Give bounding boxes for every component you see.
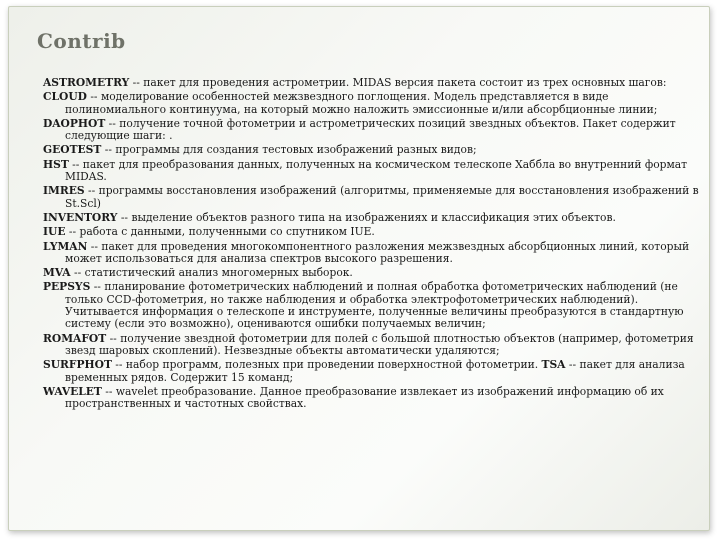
list-item [43, 77, 699, 89]
package-description: -- статистический анализ многомерных выборок. [70, 266, 353, 280]
package-name: IUE [43, 225, 66, 239]
list-item [43, 333, 699, 358]
package-description: -- выделение объектов разного типа на изображениях и классификация этих объектов. [117, 210, 616, 224]
package-name: CLOUD [43, 90, 87, 104]
package-description: -- планирование фотометрических наблюдений и полная обработка фотометрических наблюдений (не только CCD-фотометрия, но также наблюдения и обработка электрофотометрических наблюдений). Учитывается информация о телескопе и инструменте, полученные величины преобразуются в стандартную систему (если это возможно), оцениваются ошибки получаемых величин; [65, 280, 684, 331]
list-item [43, 241, 699, 266]
list-item [43, 267, 699, 279]
package-description: -- получение звездной фотометрии для полей с большой плотностью объектов (например, фотометрия звезд шаровых скоплений). Незвездные объекты автоматически удаляются; [65, 331, 694, 357]
slide-frame [8, 6, 710, 531]
package-name: DAOPHOT [43, 116, 106, 130]
package-name: IMRES [43, 184, 85, 198]
list-item [43, 185, 699, 210]
package-list [43, 77, 699, 412]
package-description: -- программы восстановления изображений (алгоритмы, применяемые для восстановления изображений в St.Scl) [65, 184, 699, 210]
package-description: -- получение точной фотометрии и астрометрических позиций звездных объектов. Пакет содержит следующие шаги: . [65, 116, 676, 143]
package-description: -- набор программ, полезных при проведении поверхностной фотометрии. [111, 358, 542, 372]
list-item [43, 386, 699, 411]
package-description: -- пакет для проведения астрометрии. MIDAS версия пакета состоит из трех основных шагов: [129, 76, 667, 89]
list-item [43, 281, 699, 330]
package-name: WAVELET [43, 384, 102, 398]
package-description-secondary: -- пакет для анализа временных рядов. Содержит 15 команд; [65, 358, 685, 384]
list-item [43, 159, 699, 184]
list-item [43, 144, 699, 156]
package-name: ASTROMETRY [43, 76, 130, 89]
list-item [43, 359, 699, 384]
package-description: -- пакет для проведения многокомпонентного разложения межзвездных абсорбционных линий, который может использоваться для анализа спектров высокого разрешения. [65, 239, 690, 265]
package-name-secondary: TSA [541, 358, 566, 372]
package-description: -- работа с данными, полученными со спутником IUE. [65, 225, 375, 239]
package-description: -- wavelet преобразование. Данное преобразование извлекает из изображений информацию об их пространственных и частотных свойствах. [65, 384, 664, 411]
slide-title: Contrib [37, 29, 126, 53]
package-description: -- пакет для преобразования данных, полученных на космическом телескопе Хаббла во внутренний формат MIDAS. [65, 157, 688, 184]
package-name: GEOTEST [43, 143, 102, 157]
package-name: HST [43, 157, 69, 171]
list-item [43, 118, 699, 143]
package-description: -- моделирование особенностей межзвездного поглощения. Модель представляется в виде полиномиального континуума, на который можно наложить эмиссионные и/или абсорбционные линии; [65, 90, 658, 116]
package-name: PEPSYS [43, 280, 91, 294]
list-item [43, 212, 699, 224]
package-name: SURFPHOT [43, 358, 112, 372]
package-name: INVENTORY [43, 210, 118, 224]
package-name: LYMAN [43, 239, 88, 253]
package-name: MVA [43, 266, 71, 280]
package-description: -- программы для создания тестовых изображений разных видов; [101, 143, 477, 157]
package-name: ROMAFOT [43, 331, 107, 345]
list-item [43, 226, 699, 238]
list-item [43, 91, 699, 116]
